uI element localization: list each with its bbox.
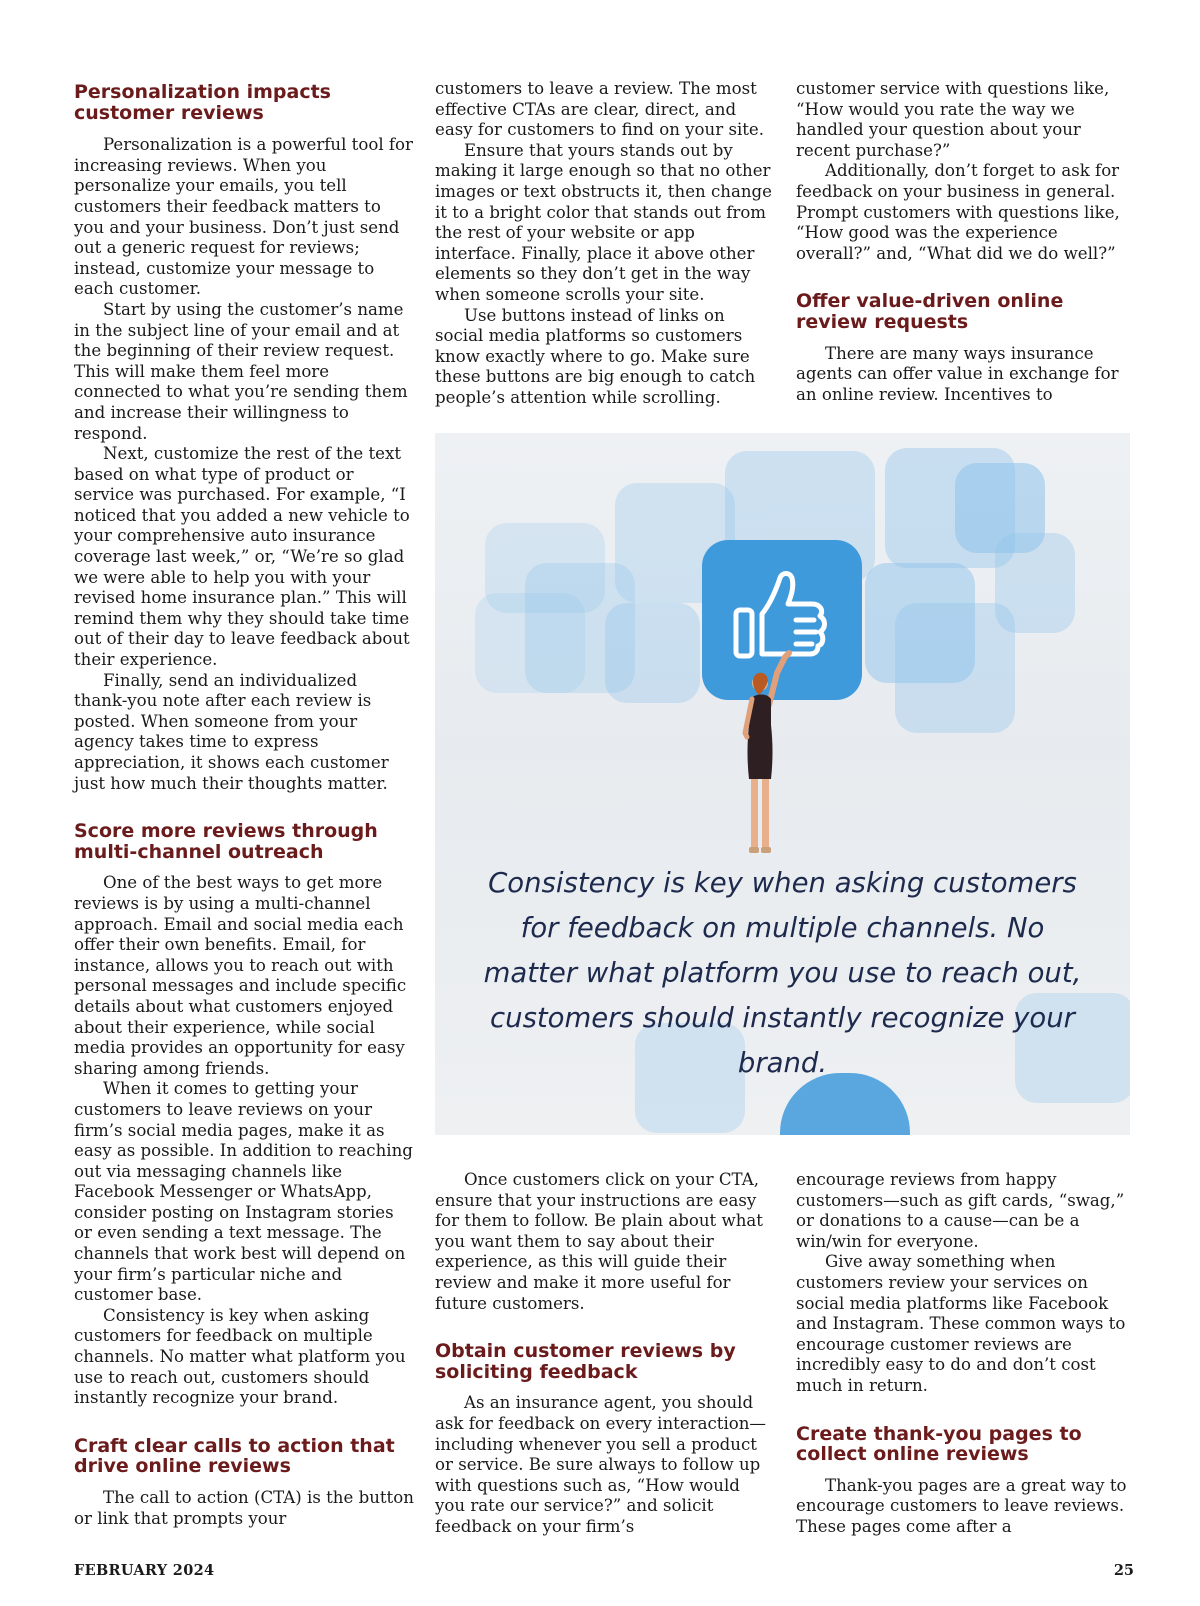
paragraph: Thank-you pages are a great way to encourage customers to leave reviews. These pages come after a — [796, 1475, 1127, 1536]
paragraph: Additionally, don’t forget to ask for feedback on your business in general. Prompt customers with questions like, “How good was the experience overall?” and, “What did we do well?” — [796, 161, 1120, 263]
paragraph: encourage reviews from happy customers—such as gift cards, “swag,” or donations to a cause—can be a win/win for everyone. — [796, 1170, 1125, 1251]
column-3 — [796, 79, 1136, 405]
column-2 — [435, 79, 775, 409]
paragraph: Give away something when customers review your services on social media platforms like Facebook and Instagram. These common ways to encourage customer reviews are incredibly easy to do and don’t cost much in return. — [796, 1252, 1126, 1395]
paragraph: Finally, send an individualized thank-you note after each review is posted. When someone from your agency takes time to express appreciation, it shows each customer just how much their thoughts matter. — [74, 670, 389, 793]
page-number: 25 — [1113, 1562, 1134, 1579]
paragraph: Once customers click on your CTA, ensure that your instructions are easy for them to follow. Be plain about what you want them to say about their experience, as this will guide their review and make it more useful for future customers. — [435, 1170, 763, 1313]
paragraph: The call to action (CTA) is the button or link that prompts your — [74, 1488, 414, 1528]
column-3-lower — [796, 1170, 1136, 1538]
heading-personalization: Personalization impacts customer reviews — [74, 81, 331, 124]
paragraph: There are many ways insurance agents can offer value in exchange for an online review. Incentives to — [796, 343, 1119, 404]
pull-quote: Consistency is key when asking customers for feedback on multiple channels. No matter what platform you use to reach out, customers should instantly recognize your brand. — [483, 867, 1082, 1079]
column-2-lower — [435, 1170, 775, 1538]
paragraph: customer service with questions like, “How would you rate the way we handled your question about your recent purchase?” — [796, 79, 1110, 160]
issue-date: FEBRUARY 2024 — [74, 1562, 215, 1579]
heading-multichannel: Score more reviews through multi-channel outreach — [74, 820, 378, 863]
paragraph: As an insurance agent, you should ask for feedback on every interaction—including whenever you sell a product or service. Be sure always to follow up with questions such as, “How would you rate our service?” and solicit feedback on your firm’s — [435, 1393, 767, 1536]
heading-value: Offer value-driven online review requests — [796, 290, 1064, 333]
feature-image — [435, 433, 1130, 1135]
column-1 — [74, 82, 414, 1529]
paragraph: Ensure that yours stands out by making it large enough so that no other images or text obstructs it, then change it to a bright color that stands out from the rest of your website or app interface. Finally, place it above other elements so they don’t get in the way when someone scrolls your site. — [435, 140, 772, 304]
paragraph: customers to leave a review. The most effective CTAs are clear, direct, and easy for customers to find on your site. — [435, 79, 765, 140]
woman-figure — [733, 643, 803, 873]
paragraph: Start by using the customer’s name in the subject line of your email and at the beginning of their review request. This will make them feel more connected to what you’re sending them and increase their willingness to respond. — [74, 299, 408, 443]
paragraph: One of the best ways to get more reviews is by using a multi-channel approach. Email and social media each offer their own benefits. Email, for instance, allows you to reach out with personal messages and include specific details about what customers enjoyed about their experience, while social media provides an opportunity for easy sharing among friends. — [74, 873, 407, 1078]
heading-feedback: Obtain customer reviews by soliciting feedback — [435, 1340, 736, 1383]
paragraph: Consistency is key when asking customers for feedback on multiple channels. No matter what platform you use to reach out, customers should instantly recognize your brand. — [74, 1305, 406, 1408]
heading-thankyou: Create thank-you pages to collect online reviews — [796, 1422, 1082, 1466]
paragraph: Next, customize the rest of the text based on what type of product or service was purchased. For example, “I noticed that you added a new vehicle to your comprehensive auto insurance coverage last week,” or, “We’re so glad we were able to help you with your revised home insurance plan.” This will remind them why they should take time out of their day to leave feedback about their experience. — [74, 444, 410, 670]
heading-cta: Craft clear calls to action that drive online reviews — [74, 1434, 395, 1478]
paragraph: When it comes to getting your customers to leave reviews on your firm’s social media pages, make it as easy as possible. In addition to reaching out via messaging channels like Facebook Messenger or WhatsApp, consider posting on Instagram stories or even sending a text message. The channels that work best will depend on your firm’s particular niche and customer base. — [74, 1079, 413, 1305]
paragraph: Personalization is a powerful tool for increasing reviews. When you personalize your emails, you tell customers their feedback matters to you and your business. Don’t just send out a generic request for reviews; instead, customize your message to each customer. — [74, 135, 413, 299]
paragraph: Use buttons instead of links on social media platforms so customers know exactly where to go. Make sure these buttons are big enough to catch people’s attention while scrolling. — [435, 305, 756, 407]
